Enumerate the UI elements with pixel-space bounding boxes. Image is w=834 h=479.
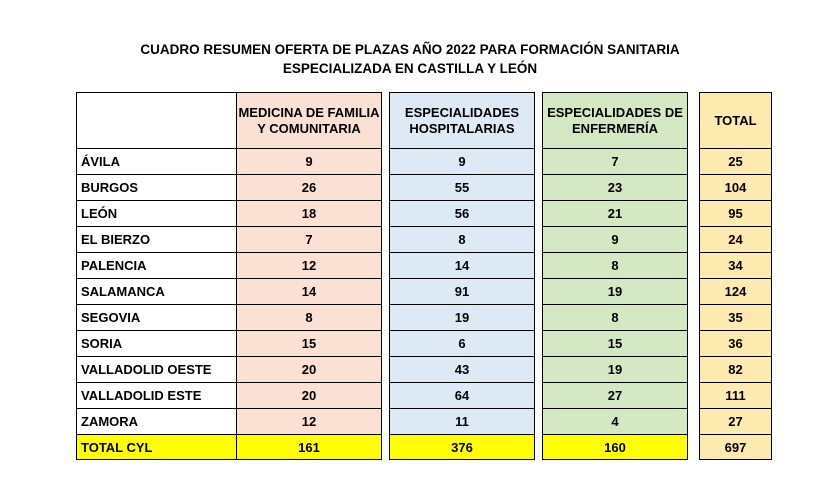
total-cell: 104 — [700, 175, 772, 201]
total-hospitalarias-cell: 376 — [390, 435, 535, 460]
province-cell: EL BIERZO — [77, 227, 237, 253]
enfermeria-cell: 9 — [543, 227, 688, 253]
medicina-cell: 18 — [237, 201, 382, 227]
province-cell: SEGOVIA — [77, 305, 237, 331]
enfermeria-cell: 15 — [543, 331, 688, 357]
enfermeria-cell: 27 — [543, 383, 688, 409]
hospitalarias-cell: 64 — [390, 383, 535, 409]
hospitalarias-cell: 6 — [390, 331, 535, 357]
province-cell: VALLADOLID OESTE — [77, 357, 237, 383]
hospitalarias-cell: 91 — [390, 279, 535, 305]
grand-total-cell: 697 — [700, 435, 772, 460]
table-row — [77, 357, 772, 383]
hospitalarias-cell: 9 — [390, 149, 535, 175]
table-row — [77, 305, 772, 331]
medicina-cell: 20 — [237, 357, 382, 383]
province-cell: BURGOS — [77, 175, 237, 201]
header-corner — [77, 93, 237, 149]
province-cell: SORIA — [77, 331, 237, 357]
province-cell: VALLADOLID ESTE — [77, 383, 237, 409]
summary-table — [76, 92, 772, 460]
table-row — [77, 149, 772, 175]
document-title — [60, 40, 760, 78]
total-row-label: TOTAL CYL — [77, 435, 237, 460]
hospitalarias-cell: 14 — [390, 253, 535, 279]
total-cell: 34 — [700, 253, 772, 279]
total-row — [77, 435, 772, 460]
medicina-cell: 12 — [237, 253, 382, 279]
header-medicina: MEDICINA DE FAMILIA Y COMUNITARIA — [237, 93, 382, 149]
table-row — [77, 253, 772, 279]
total-cell: 35 — [700, 305, 772, 331]
header-row — [77, 93, 772, 149]
hospitalarias-cell: 56 — [390, 201, 535, 227]
title-line-1: CUADRO RESUMEN OFERTA DE PLAZAS AÑO 2022 PARA FORMACIÓN SANITARIA — [140, 42, 680, 57]
hospitalarias-cell: 19 — [390, 305, 535, 331]
enfermeria-cell: 4 — [543, 409, 688, 435]
province-cell: SALAMANCA — [77, 279, 237, 305]
enfermeria-cell: 8 — [543, 253, 688, 279]
hospitalarias-cell: 55 — [390, 175, 535, 201]
table-row — [77, 383, 772, 409]
total-cell: 24 — [700, 227, 772, 253]
medicina-cell: 9 — [237, 149, 382, 175]
table-row — [77, 279, 772, 305]
header-enfermeria: ESPECIALIDADES DE ENFERMERÍA — [543, 93, 688, 149]
medicina-cell: 15 — [237, 331, 382, 357]
hospitalarias-cell: 43 — [390, 357, 535, 383]
medicina-cell: 8 — [237, 305, 382, 331]
province-cell: PALENCIA — [77, 253, 237, 279]
table-row — [77, 201, 772, 227]
enfermeria-cell: 19 — [543, 279, 688, 305]
table-row — [77, 331, 772, 357]
enfermeria-cell: 8 — [543, 305, 688, 331]
enfermeria-cell: 23 — [543, 175, 688, 201]
province-cell: LEÓN — [77, 201, 237, 227]
total-cell: 82 — [700, 357, 772, 383]
total-cell: 36 — [700, 331, 772, 357]
total-cell: 25 — [700, 149, 772, 175]
enfermeria-cell: 19 — [543, 357, 688, 383]
header-total: TOTAL — [700, 93, 772, 149]
hospitalarias-cell: 8 — [390, 227, 535, 253]
province-cell: ÁVILA — [77, 149, 237, 175]
total-cell: 124 — [700, 279, 772, 305]
hospitalarias-cell: 11 — [390, 409, 535, 435]
total-cell: 95 — [700, 201, 772, 227]
medicina-cell: 26 — [237, 175, 382, 201]
enfermeria-cell: 21 — [543, 201, 688, 227]
medicina-cell: 14 — [237, 279, 382, 305]
total-medicina-cell: 161 — [237, 435, 382, 460]
table-row — [77, 227, 772, 253]
total-cell: 27 — [700, 409, 772, 435]
table-row — [77, 175, 772, 201]
header-hospitalarias: ESPECIALIDADES HOSPITALARIAS — [390, 93, 535, 149]
enfermeria-cell: 7 — [543, 149, 688, 175]
medicina-cell: 20 — [237, 383, 382, 409]
medicina-cell: 12 — [237, 409, 382, 435]
province-cell: ZAMORA — [77, 409, 237, 435]
title-line-2: ESPECIALIZADA EN CASTILLA Y LEÓN — [282, 61, 538, 76]
table-row — [77, 409, 772, 435]
medicina-cell: 7 — [237, 227, 382, 253]
total-enfermeria-cell: 160 — [543, 435, 688, 460]
total-cell: 111 — [700, 383, 772, 409]
